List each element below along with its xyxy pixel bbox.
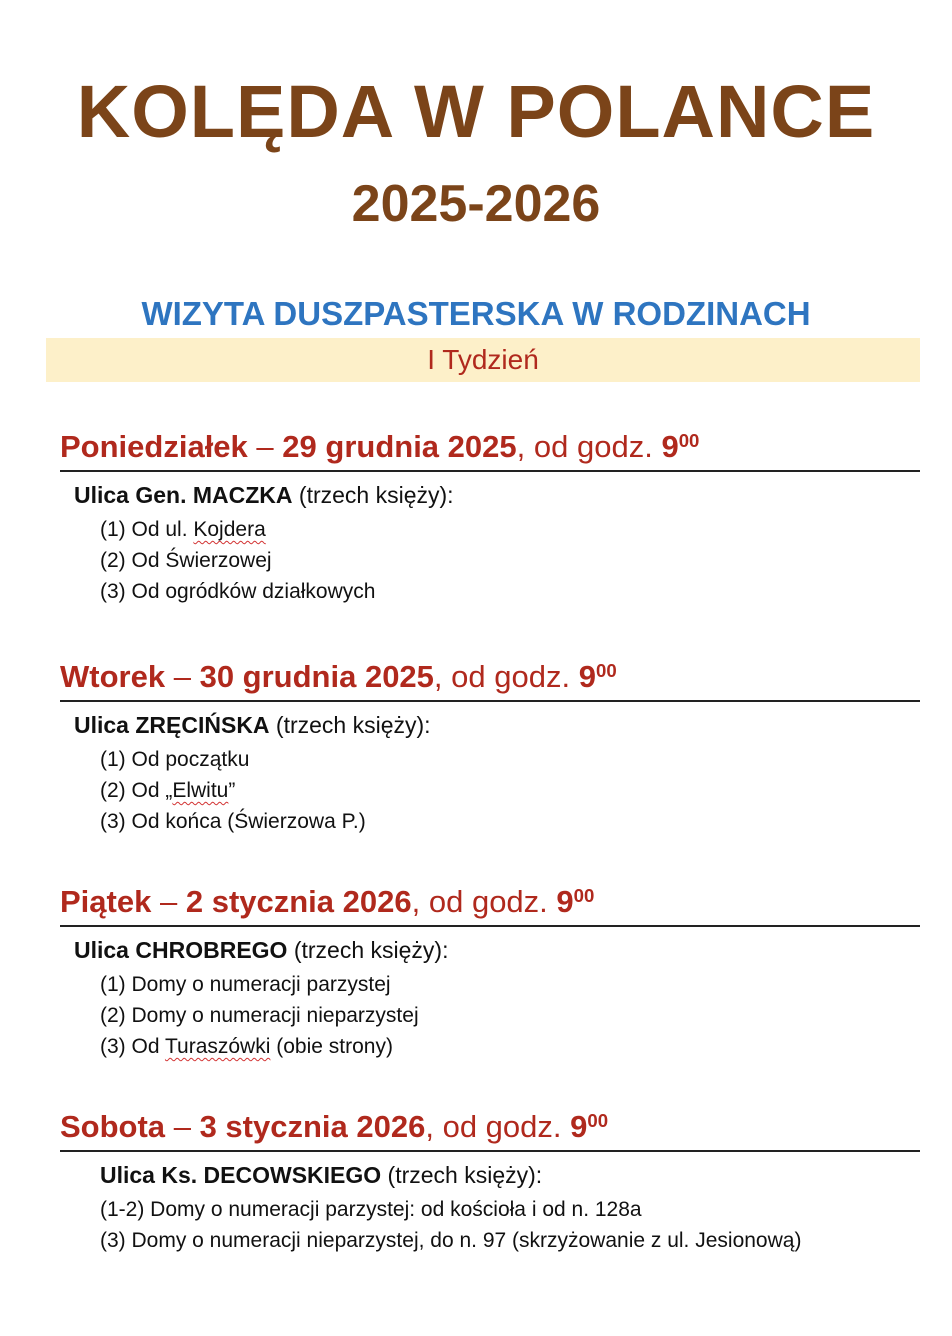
day-comma: , — [433, 659, 443, 695]
day-section-monday — [60, 420, 920, 607]
item-text: (3) Domy o numeracji nieparzystej, do n. 97 (skrzyżowanie z ul. Jesionową) — [100, 1229, 802, 1253]
day-heading — [60, 875, 920, 927]
list-item — [100, 744, 920, 775]
list-item — [100, 775, 920, 806]
street-suffix: (trzech księży): — [381, 1162, 543, 1189]
item-text: (1-2) Domy o numeracji parzystej: od kościoła i od n. 128a — [100, 1198, 642, 1222]
time-prefix: od godz. — [442, 1109, 562, 1145]
day-heading — [60, 650, 920, 702]
day-section-saturday — [60, 1100, 920, 1256]
item-text: (1) Domy o numeracji parzystej — [100, 973, 391, 997]
route-list — [60, 514, 920, 607]
street-suffix: (trzech księży): — [269, 712, 431, 739]
day-dash: – — [173, 659, 191, 695]
day-section-tuesday — [60, 650, 920, 837]
route-list — [60, 744, 920, 837]
street-name: DECOWSKIEGO — [203, 1162, 382, 1189]
street-line — [60, 710, 920, 740]
route-list — [60, 1194, 920, 1256]
day-comma: , — [425, 1109, 434, 1145]
day-dash: – — [256, 429, 274, 465]
street-line — [60, 480, 920, 510]
day-heading — [60, 420, 920, 472]
item-text: (3) Od — [100, 1035, 165, 1059]
item-text: (1) Od ul. — [100, 518, 194, 542]
list-item — [100, 576, 920, 607]
route-list — [60, 969, 920, 1062]
list-item — [100, 806, 920, 837]
day-section-friday — [60, 875, 920, 1062]
week-banner: I Tydzień — [46, 338, 920, 382]
list-item — [100, 1000, 920, 1031]
street-name: CHROBREGO — [135, 937, 288, 964]
day-date: 2 stycznia 2026 — [185, 884, 412, 920]
day-date: 30 grudnia 2025 — [199, 659, 434, 695]
street-prefix: Ulica — [74, 937, 136, 964]
day-comma: , — [516, 429, 526, 465]
list-item — [100, 545, 920, 576]
item-text: (1) Od początku — [100, 748, 250, 772]
street-prefix: Ulica — [74, 712, 136, 739]
item-text: (2) Domy o numeracji nieparzystej — [100, 1004, 419, 1028]
subtitle: WIZYTA DUSZPASTERSKA W RODZINACH — [141, 295, 811, 332]
season-year: 2025-2026 — [351, 175, 601, 233]
day-date: 3 stycznia 2026 — [199, 1109, 426, 1145]
item-text: (2) Od Świerzowej — [100, 549, 272, 573]
street-suffix: (trzech księży): — [287, 937, 449, 964]
day-name: Piątek — [60, 884, 152, 920]
list-item — [100, 1031, 920, 1062]
day-name: Wtorek — [60, 659, 166, 695]
list-item — [100, 969, 920, 1000]
street-prefix: Ulica Gen. — [74, 482, 193, 509]
day-dash: – — [173, 1109, 191, 1145]
street-name: MACZKA — [192, 482, 293, 509]
item-marked-word: Turaszówki — [164, 1035, 271, 1059]
item-text: (2) Od „ — [100, 779, 173, 803]
time-minutes: 00 — [573, 885, 595, 906]
item-text-post: ” — [228, 779, 236, 803]
item-text-post: (obie strony) — [270, 1035, 393, 1059]
time-prefix: od godz. — [428, 884, 548, 920]
list-item — [100, 1194, 920, 1225]
time-hour: 9 — [578, 659, 596, 695]
time-hour: 9 — [661, 429, 679, 465]
list-item — [100, 514, 920, 545]
street-line — [60, 935, 920, 965]
day-name: Poniedziałek — [60, 429, 248, 465]
day-comma: , — [411, 884, 421, 920]
street-name: ZRĘCIŃSKA — [135, 712, 270, 739]
day-date: 29 grudnia 2025 — [282, 429, 517, 465]
street-suffix: (trzech księży): — [292, 482, 454, 509]
time-minutes: 00 — [595, 660, 617, 681]
item-marked-word: Kojdera — [193, 518, 266, 542]
time-hour: 9 — [570, 1109, 588, 1145]
day-heading — [60, 1100, 920, 1152]
time-prefix: od godz. — [533, 429, 653, 465]
time-hour: 9 — [556, 884, 574, 920]
day-dash: – — [159, 884, 178, 920]
time-prefix: od godz. — [451, 659, 571, 695]
time-minutes: 00 — [678, 430, 700, 451]
item-marked-word: Elwitu — [172, 779, 229, 803]
day-name: Sobota — [60, 1109, 166, 1145]
street-line — [60, 1160, 920, 1190]
page-title: KOLĘDA W POLANCE — [76, 70, 876, 153]
list-item — [100, 1225, 920, 1256]
time-minutes: 00 — [587, 1110, 609, 1131]
item-text: (3) Od końca (Świerzowa P.) — [100, 810, 366, 834]
street-prefix: Ulica Ks. — [100, 1162, 204, 1189]
item-text: (3) Od ogródków działkowych — [100, 580, 376, 604]
